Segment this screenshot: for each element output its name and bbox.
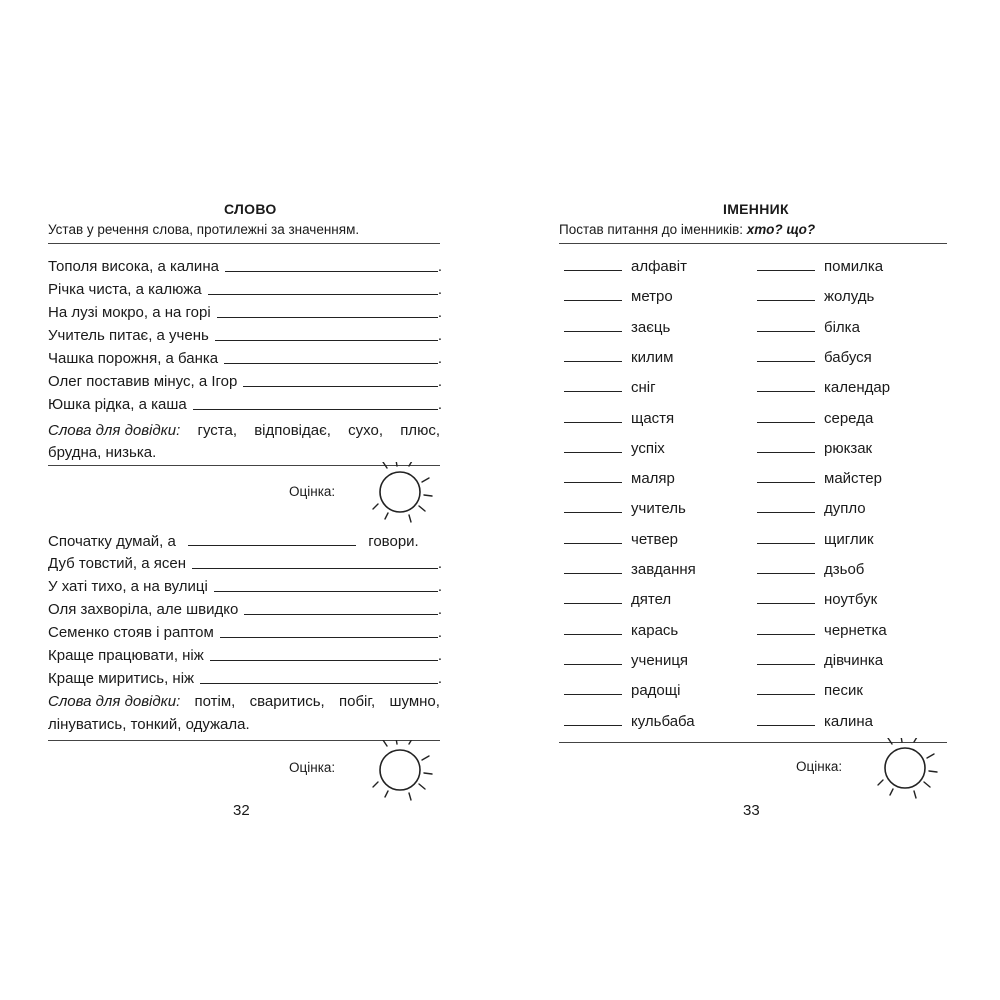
noun-item <box>757 287 874 306</box>
answer-blank[interactable] <box>188 532 356 546</box>
hint-label: Слова для довідки: <box>48 693 181 710</box>
question-blank[interactable] <box>564 712 622 726</box>
noun-item <box>757 621 887 640</box>
page-right <box>500 0 1000 1000</box>
noun-word: песик <box>824 682 863 700</box>
instruction-text: Постав питання до іменників: <box>559 222 743 237</box>
sentence-row <box>48 624 442 642</box>
hint-line-2: брудна, низька. <box>48 444 157 461</box>
sentence-row <box>48 373 442 391</box>
sentence-text: Тополя висока, а калина <box>48 258 219 275</box>
page-number: 32 <box>233 802 250 819</box>
noun-word: сніг <box>631 379 656 397</box>
noun-item <box>757 651 883 670</box>
sentence-text: Краще миритись, ніж <box>48 670 195 687</box>
sentence-row <box>48 532 419 551</box>
noun-word: бабуся <box>824 348 872 366</box>
sentence-row <box>48 647 442 665</box>
noun-word: маляр <box>631 470 675 488</box>
sentence-row <box>48 258 442 276</box>
period: . <box>437 670 442 687</box>
noun-word: жолудь <box>824 288 875 306</box>
noun-item <box>564 318 670 337</box>
answer-blank[interactable] <box>208 281 438 295</box>
sentence-text: У хаті тихо, а на вулиці <box>48 578 208 595</box>
sentence-text: Олег поставив мінус, а Ігор <box>48 373 238 390</box>
hint-word: плюс, <box>400 422 440 439</box>
noun-item <box>757 257 883 276</box>
answer-blank[interactable] <box>215 327 438 341</box>
noun-item <box>757 590 877 609</box>
answer-blank[interactable] <box>193 396 438 410</box>
question-blank[interactable] <box>564 530 622 544</box>
question-blank[interactable] <box>757 530 815 544</box>
hint-word: сухо, <box>348 422 383 439</box>
noun-word: дівчинка <box>824 651 884 669</box>
question-blank[interactable] <box>564 499 622 513</box>
question-blank[interactable] <box>564 378 622 392</box>
sentence-text: говори. <box>368 533 419 550</box>
noun-item <box>564 621 678 640</box>
noun-word: середа <box>824 409 874 427</box>
sentence-row <box>48 327 442 345</box>
answer-blank[interactable] <box>224 350 438 364</box>
noun-word: дятел <box>631 591 672 609</box>
noun-item <box>564 499 686 518</box>
noun-word: дупло <box>824 500 866 518</box>
period: . <box>437 624 442 641</box>
question-blank[interactable] <box>757 257 815 271</box>
answer-blank[interactable] <box>220 624 438 638</box>
noun-word: учениця <box>631 651 689 669</box>
question-blank[interactable] <box>564 348 622 362</box>
sentence-text: Річка чиста, а калюжа <box>48 281 202 298</box>
question-blank[interactable] <box>564 257 622 271</box>
period: . <box>437 555 442 572</box>
noun-word: радощі <box>631 682 681 700</box>
noun-item <box>564 560 696 579</box>
noun-item <box>564 469 675 488</box>
page-title: СЛОВО <box>224 201 277 217</box>
noun-word: карась <box>631 621 679 639</box>
question-blank[interactable] <box>757 681 815 695</box>
noun-item <box>757 469 882 488</box>
question-blank[interactable] <box>564 439 622 453</box>
hint-line-1 <box>48 422 440 440</box>
question-blank[interactable] <box>564 287 622 301</box>
noun-item <box>564 590 671 609</box>
sun-grade-icon <box>364 462 444 526</box>
noun-item <box>564 287 673 306</box>
period: . <box>437 281 442 298</box>
sentence-row <box>48 396 442 414</box>
answer-blank[interactable] <box>192 555 438 569</box>
noun-item <box>757 439 872 458</box>
question-blank[interactable] <box>757 378 815 392</box>
noun-word: помилка <box>824 258 884 275</box>
period: . <box>437 578 442 595</box>
noun-word: ноутбук <box>824 591 878 609</box>
sentence-row <box>48 578 442 596</box>
sentence-row <box>48 601 442 619</box>
noun-word: щиглик <box>824 530 874 548</box>
sentence-row <box>48 555 442 573</box>
noun-word: щастя <box>631 409 675 427</box>
question-blank[interactable] <box>564 409 622 423</box>
question-blank[interactable] <box>564 469 622 483</box>
noun-item <box>757 409 873 428</box>
question-blank[interactable] <box>564 681 622 695</box>
sentence-text: Учитель питає, а учень <box>48 327 209 344</box>
period: . <box>437 304 442 321</box>
noun-word: метро <box>631 288 673 306</box>
noun-word: майстер <box>824 470 882 488</box>
question-blank[interactable] <box>757 712 815 726</box>
noun-item <box>757 378 890 397</box>
noun-word: калина <box>824 712 873 730</box>
divider <box>559 243 947 244</box>
instruction-emphasis: хто? що? <box>746 222 816 237</box>
noun-item <box>757 712 873 731</box>
noun-item <box>757 499 866 518</box>
sentence-row <box>48 281 442 299</box>
question-blank[interactable] <box>757 499 815 513</box>
sun-grade-icon <box>869 738 949 802</box>
noun-word: учитель <box>631 500 686 518</box>
hint-label: Слова для довідки: <box>48 422 181 439</box>
grade-label: Оцінка: <box>796 759 843 774</box>
question-blank[interactable] <box>757 287 815 301</box>
question-blank[interactable] <box>757 439 815 453</box>
sentence-row <box>48 350 442 368</box>
question-blank[interactable] <box>564 590 622 604</box>
period: . <box>437 373 442 390</box>
sentence-text: Чашка порожня, а банка <box>48 350 219 367</box>
answer-blank[interactable] <box>243 373 438 387</box>
hint-word: побіг, <box>339 693 376 710</box>
period: . <box>437 350 442 367</box>
question-blank[interactable] <box>757 590 815 604</box>
sentence-text: Спочатку думай, а <box>48 533 176 550</box>
noun-word: рюкзак <box>824 439 873 457</box>
grade-label: Оцінка: <box>289 484 336 499</box>
sentence-text: Семенко стояв і раптом <box>48 624 214 641</box>
period: . <box>437 647 442 664</box>
noun-word: кульбаба <box>631 712 695 730</box>
noun-word: алфавіт <box>631 258 687 275</box>
noun-item <box>757 318 860 337</box>
period: . <box>437 396 442 413</box>
question-blank[interactable] <box>757 409 815 423</box>
noun-item <box>757 681 863 700</box>
noun-item <box>757 560 864 579</box>
hint-line-1 <box>48 693 440 711</box>
question-blank[interactable] <box>757 469 815 483</box>
hint-word: шумно, <box>389 693 440 710</box>
sentence-text: Оля захворіла, але швидко <box>48 601 239 618</box>
sentence-text: На лузі мокро, а на горі <box>48 304 211 321</box>
question-blank[interactable] <box>757 318 815 332</box>
page-title: ІМЕННИК <box>723 201 789 217</box>
noun-word: календар <box>824 379 891 397</box>
grade-label: Оцінка: <box>289 760 336 775</box>
hint-word: густа, <box>197 422 237 439</box>
answer-blank[interactable] <box>244 601 438 615</box>
question-blank[interactable] <box>564 651 622 665</box>
instruction <box>559 222 815 237</box>
noun-item <box>757 348 872 367</box>
hint-word: потім, <box>194 693 236 710</box>
noun-word: килим <box>631 348 674 366</box>
hint-line-2: лінуватись, тонкий, одужала. <box>48 716 250 733</box>
noun-item <box>564 348 673 367</box>
divider <box>48 243 440 244</box>
hint-word: сваритись, <box>249 693 325 710</box>
noun-item <box>564 712 695 731</box>
noun-word: дзьоб <box>824 561 865 578</box>
noun-word: чернетка <box>824 621 887 639</box>
question-blank[interactable] <box>564 560 622 574</box>
noun-item <box>564 409 674 428</box>
answer-blank[interactable] <box>210 647 438 661</box>
question-blank[interactable] <box>757 348 815 362</box>
answer-blank[interactable] <box>214 578 438 592</box>
sentence-row <box>48 304 442 322</box>
noun-item <box>564 439 665 458</box>
page-number: 33 <box>743 802 760 819</box>
noun-word: білка <box>824 318 860 336</box>
sentence-row <box>48 670 442 688</box>
sentence-text: Краще працювати, ніж <box>48 647 204 664</box>
question-blank[interactable] <box>564 621 622 635</box>
answer-blank[interactable] <box>200 670 438 684</box>
answer-blank[interactable] <box>217 304 438 318</box>
hint-word: відповідає, <box>254 422 331 439</box>
noun-word: успіх <box>631 439 665 457</box>
noun-word: заєць <box>631 318 671 336</box>
instruction: Устав у речення слова, протилежні за значенням. <box>48 222 360 237</box>
noun-item <box>564 378 656 397</box>
question-blank[interactable] <box>757 560 815 574</box>
noun-item <box>757 530 874 549</box>
question-blank[interactable] <box>564 318 622 332</box>
question-blank[interactable] <box>757 621 815 635</box>
noun-item <box>564 257 687 276</box>
noun-word: четвер <box>631 530 679 548</box>
noun-item <box>564 651 688 670</box>
question-blank[interactable] <box>757 651 815 665</box>
noun-item <box>564 681 680 700</box>
sentence-text: Юшка рідка, а каша <box>48 396 187 413</box>
period: . <box>437 601 442 618</box>
noun-word: завдання <box>631 561 696 578</box>
period: . <box>437 258 442 275</box>
period: . <box>437 327 442 344</box>
noun-item <box>564 530 678 549</box>
answer-blank[interactable] <box>225 258 438 272</box>
sentence-text: Дуб товстий, а ясен <box>48 555 186 572</box>
sun-grade-icon <box>364 740 444 804</box>
